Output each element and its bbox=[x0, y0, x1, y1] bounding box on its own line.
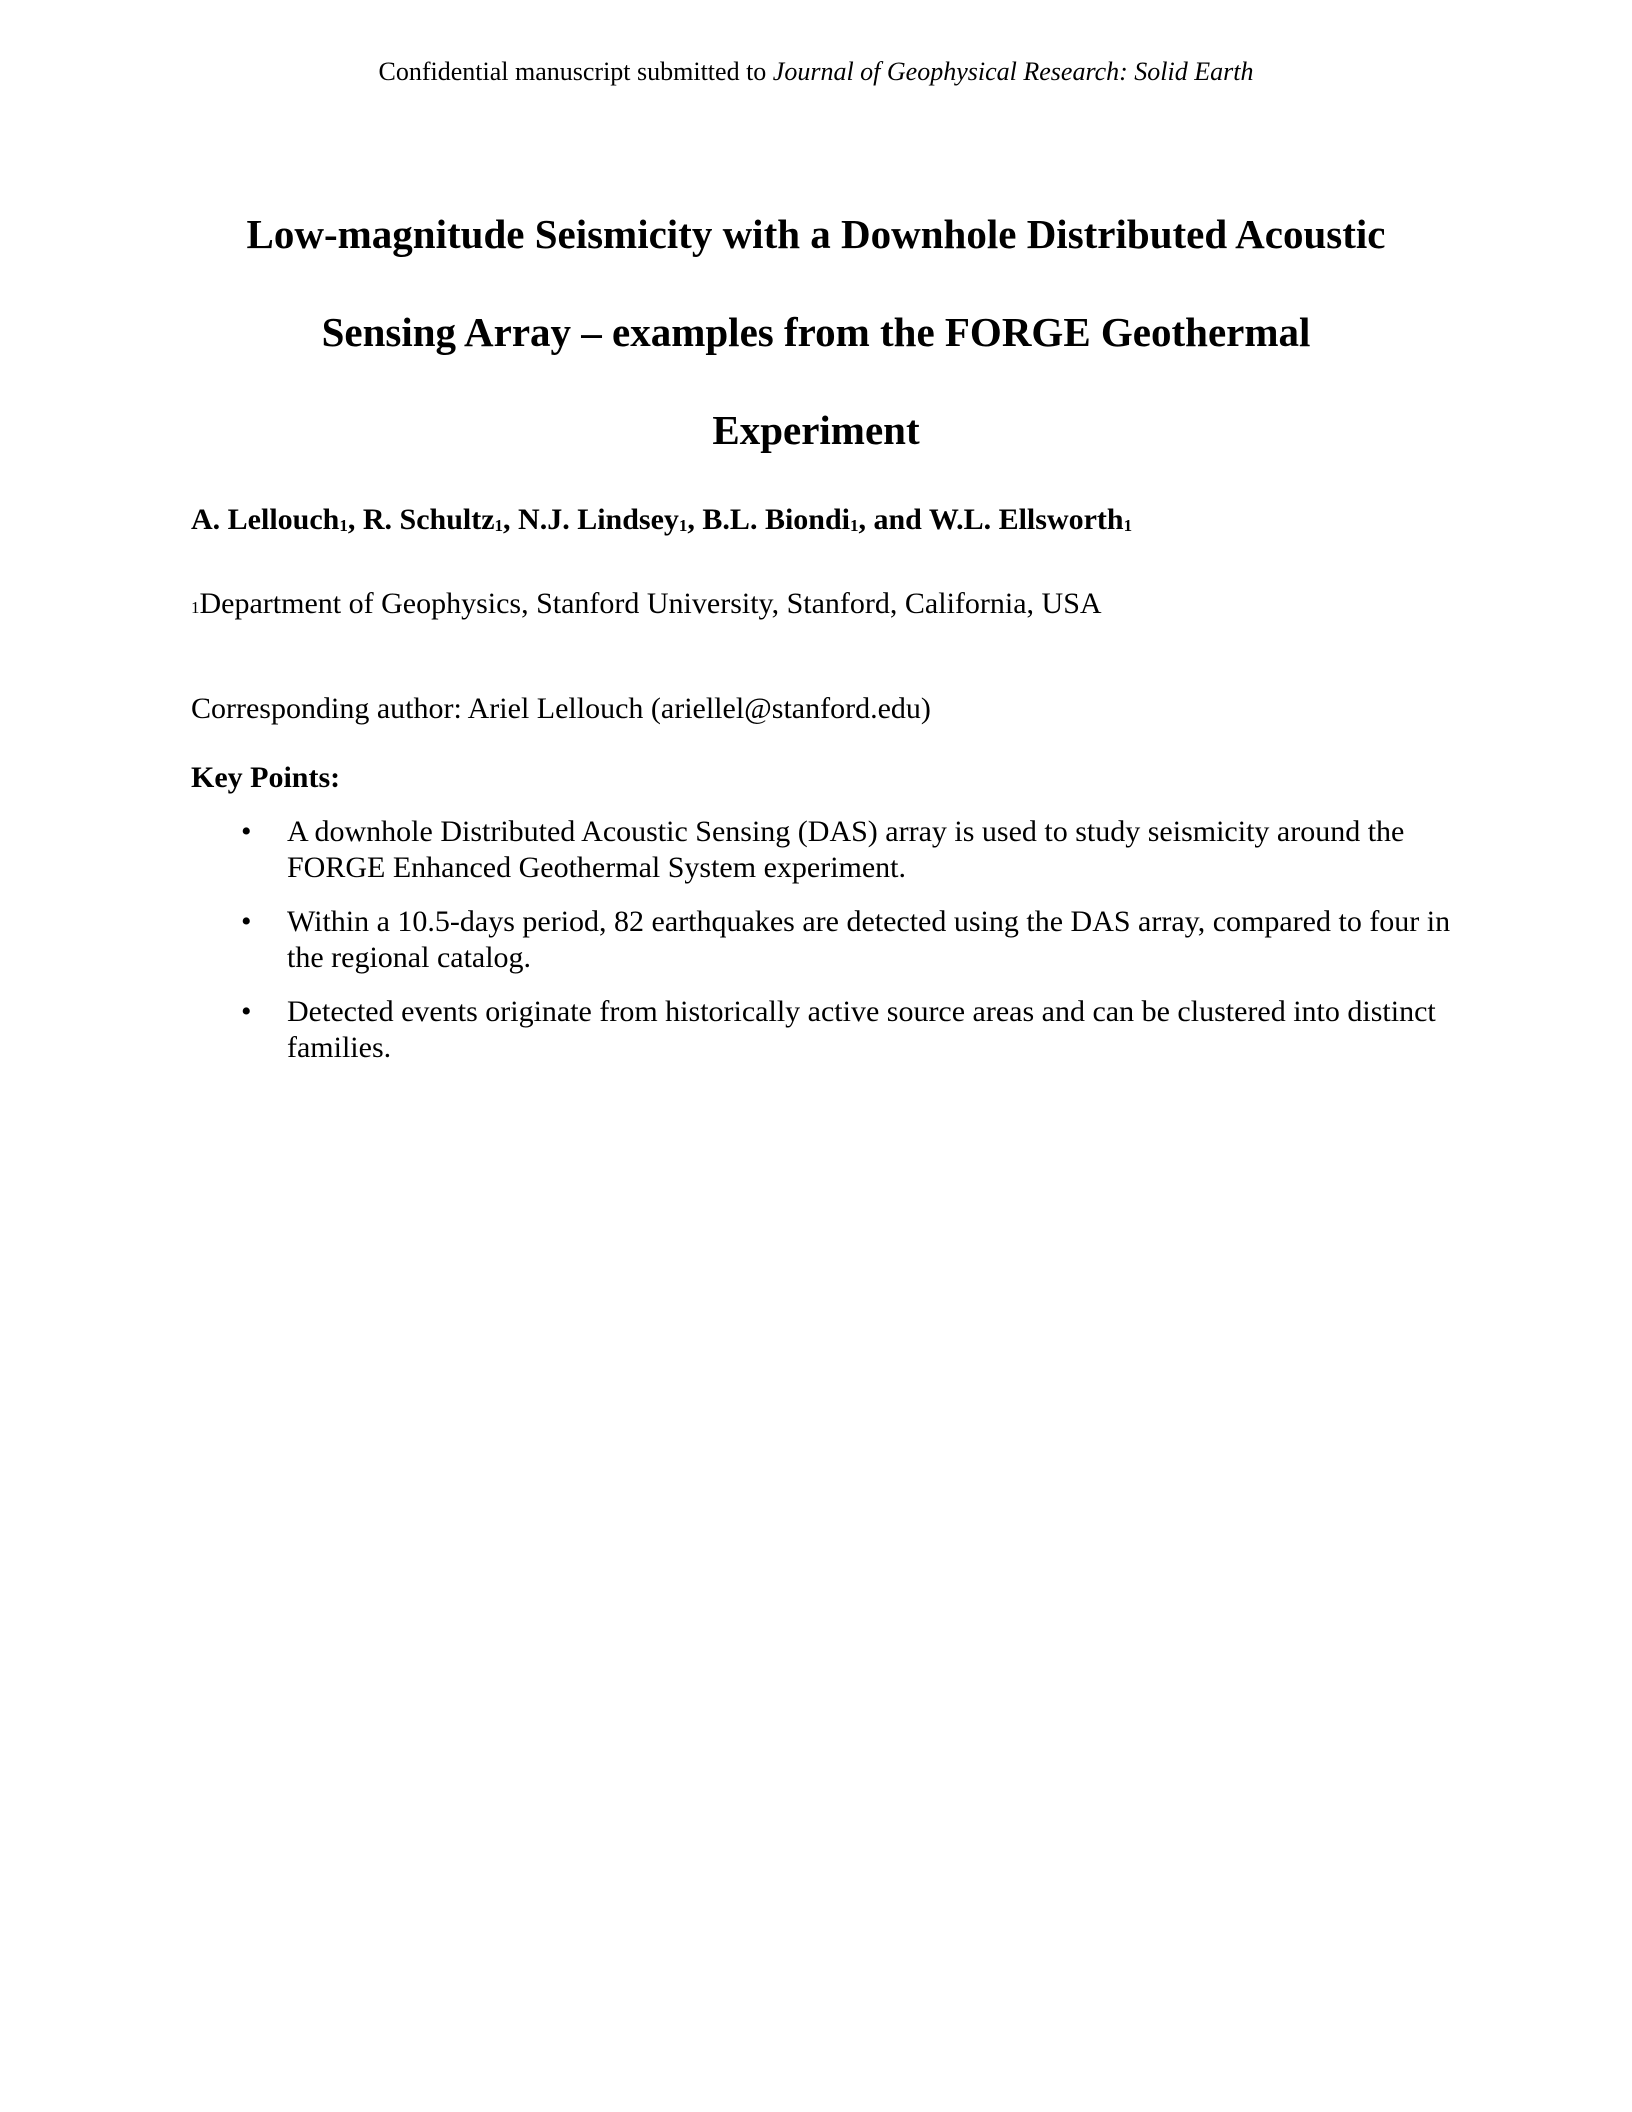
key-point-item bbox=[230, 814, 1460, 886]
author-name: R. Schultz bbox=[362, 503, 495, 536]
key-point-item bbox=[230, 904, 1460, 976]
journal-name: Journal of Geophysical Research: Solid Earth bbox=[772, 57, 1254, 86]
key-points-heading: Key Points: bbox=[191, 761, 341, 794]
author-name: B.L. Biondi bbox=[702, 503, 850, 536]
author-affiliation-marker: 1 bbox=[850, 516, 859, 535]
key-point-text: A downhole Distributed Acoustic Sensing (DAS) array is used to study seismicity around the FORGE Enhanced Geothermal System experiment. bbox=[287, 815, 1405, 884]
title-line-2: Sensing Array – examples from the FORGE Geothermal bbox=[321, 309, 1311, 355]
author-name: W.L. Ellsworth bbox=[928, 503, 1124, 536]
bullet-icon: • bbox=[241, 905, 252, 938]
running-header bbox=[0, 56, 1632, 88]
author-name: N.J. Lindsey bbox=[518, 503, 679, 536]
title-line-3: Experiment bbox=[712, 407, 920, 453]
corresponding-author: Corresponding author: Ariel Lellouch (ariellel@stanford.edu) bbox=[191, 692, 931, 725]
bullet-icon: • bbox=[241, 815, 252, 848]
affiliation-text: Department of Geophysics, Stanford University, Stanford, California, USA bbox=[199, 587, 1102, 620]
author-separator: , bbox=[347, 503, 363, 536]
key-point-text: Within a 10.5-days period, 82 earthquakes are detected using the DAS array, compared to four in the regional catalog. bbox=[287, 905, 1451, 974]
author-separator: , and bbox=[858, 503, 929, 536]
author-name: A. Lellouch bbox=[191, 503, 340, 536]
author-affiliation-marker: 1 bbox=[339, 516, 348, 535]
author-list bbox=[191, 500, 1132, 544]
key-point-item bbox=[230, 994, 1460, 1066]
bullet-icon: • bbox=[241, 995, 252, 1028]
title-line-1: Low-magnitude Seismicity with a Downhole Distributed Acoustic bbox=[246, 211, 1386, 257]
key-point-text: Detected events originate from historically active source areas and can be clustered into distinct families. bbox=[287, 995, 1436, 1064]
header-prefix: Confidential manuscript submitted to bbox=[378, 57, 773, 86]
author-separator: , bbox=[503, 503, 519, 536]
paper-title bbox=[140, 185, 1492, 479]
affiliation-marker: 1 bbox=[191, 598, 200, 617]
key-points-list bbox=[230, 814, 1460, 1084]
author-affiliation-marker: 1 bbox=[1123, 516, 1133, 535]
author-affiliation-marker: 1 bbox=[494, 516, 504, 535]
author-separator: , bbox=[687, 503, 703, 536]
affiliation bbox=[191, 584, 1102, 628]
author-affiliation-marker: 1 bbox=[678, 516, 688, 535]
